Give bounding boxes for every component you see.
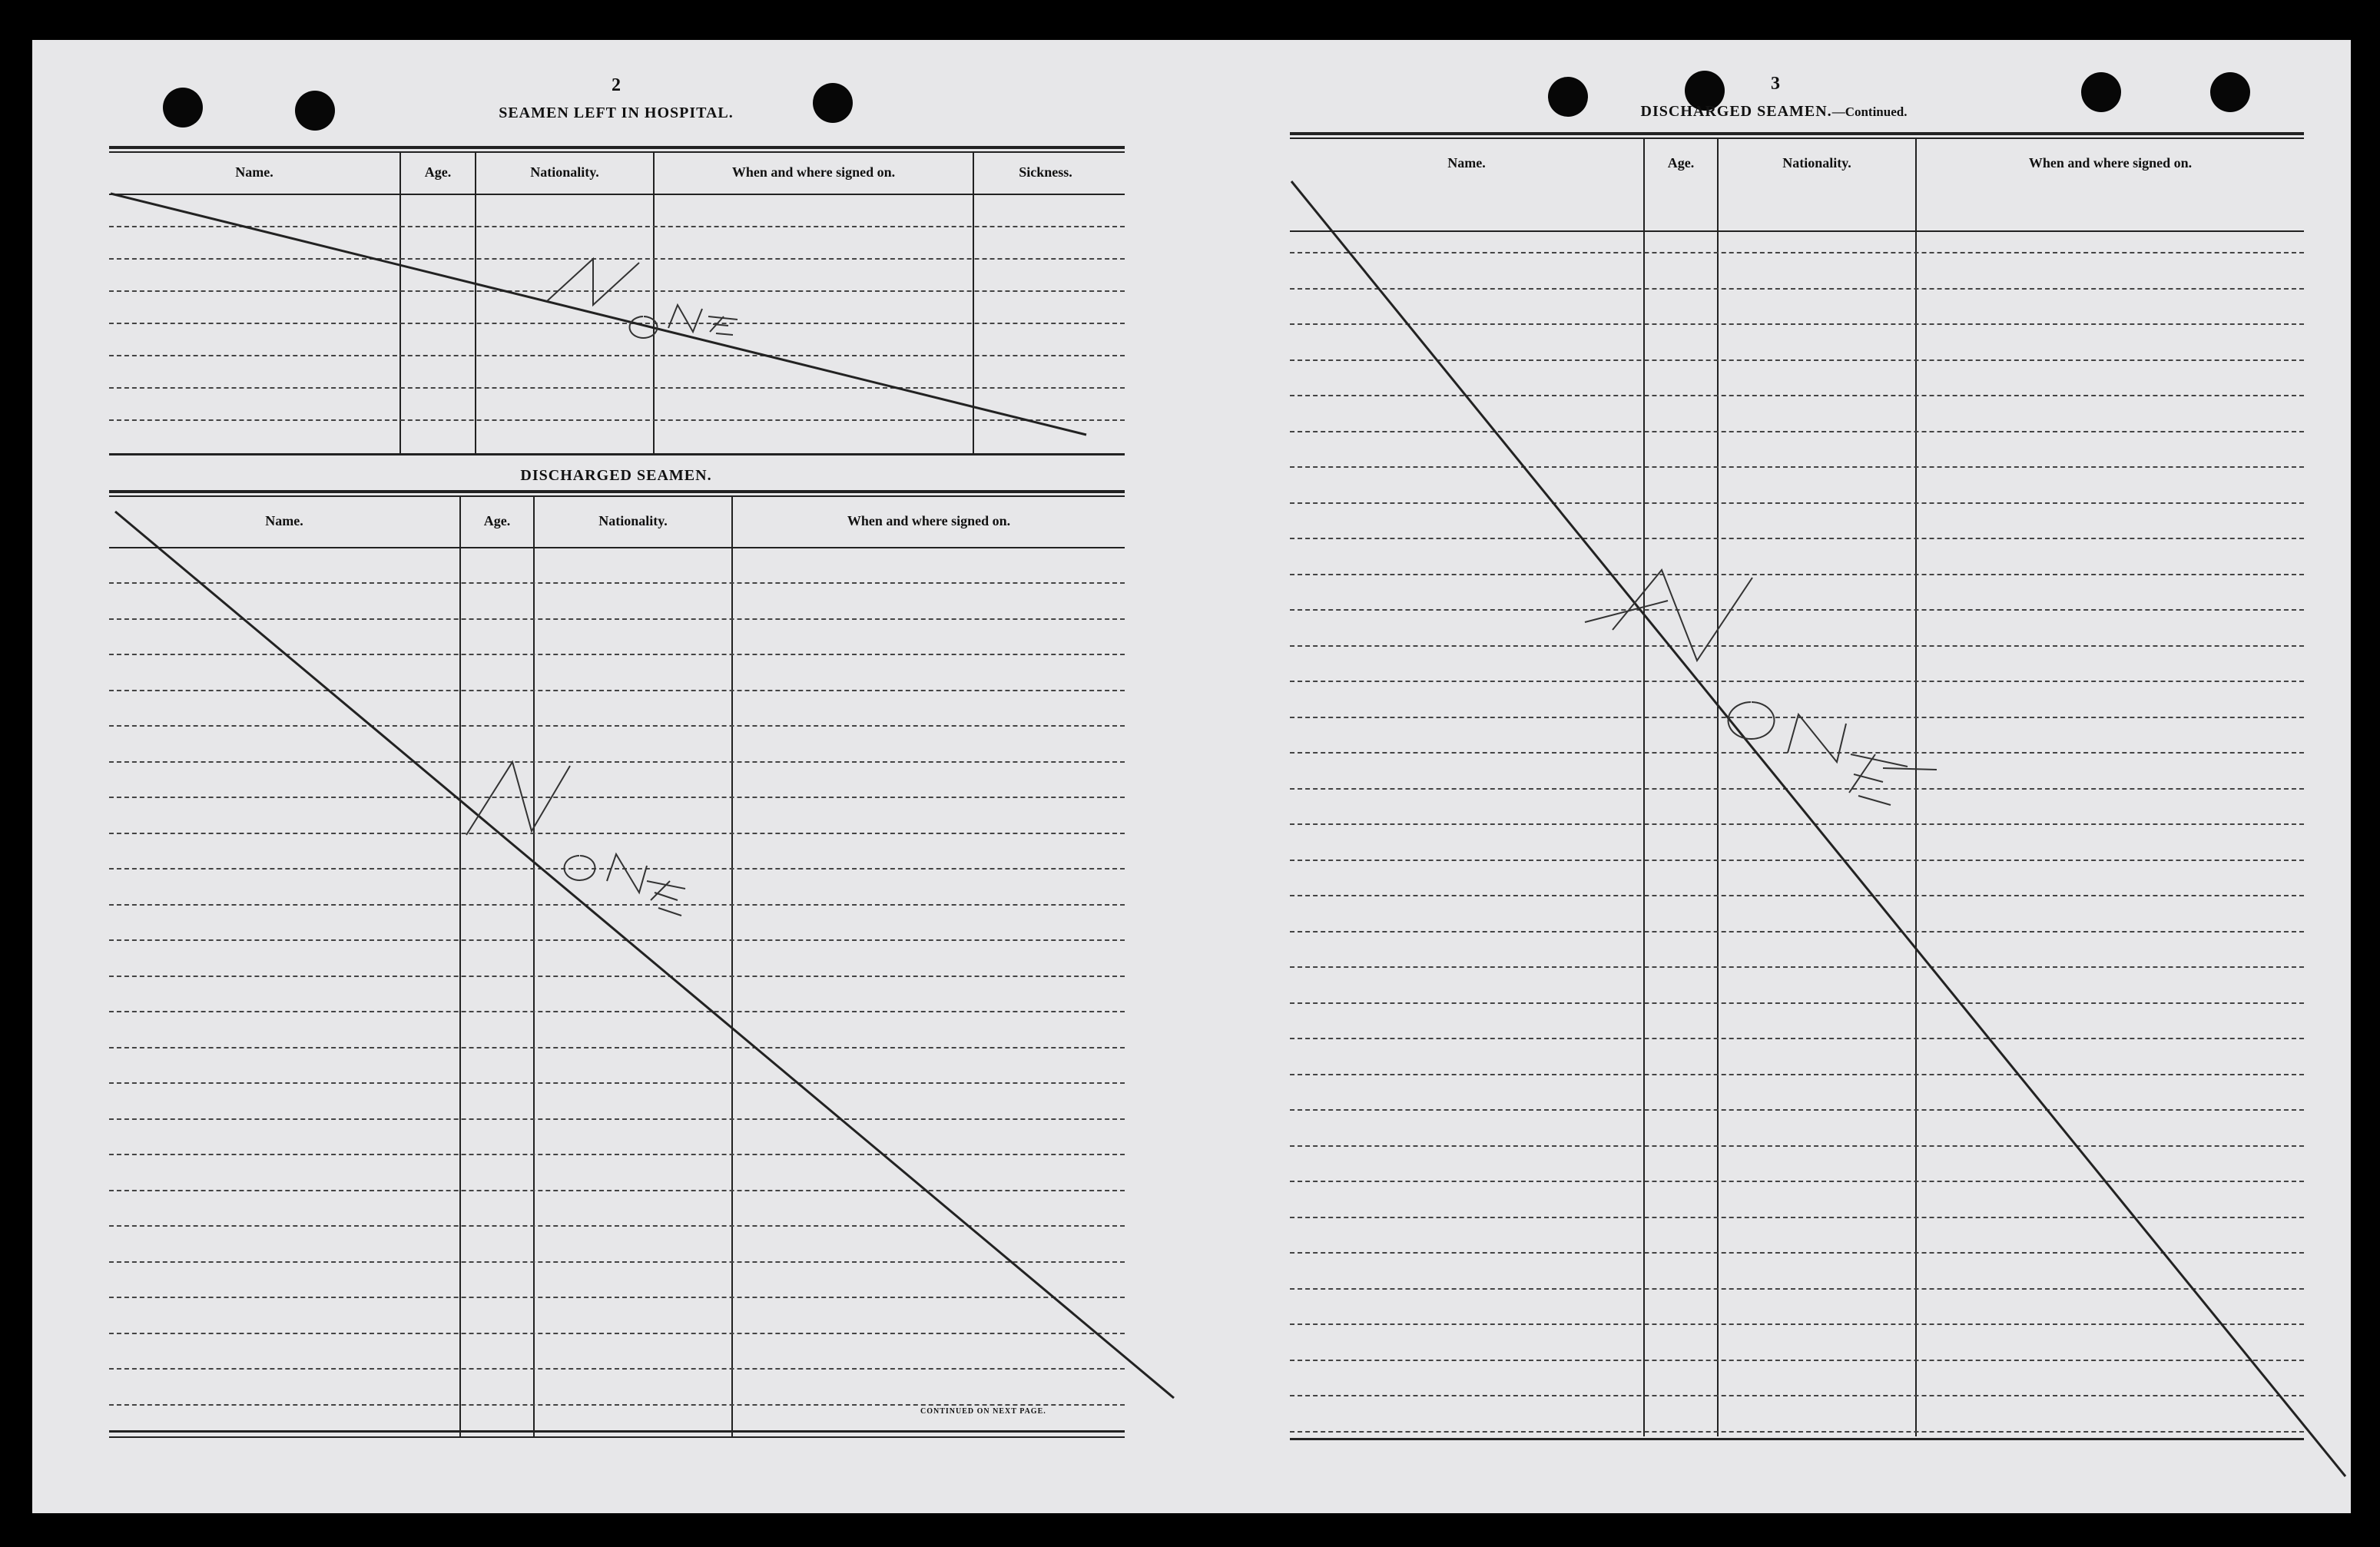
column-header-nationality: Nationality. xyxy=(598,513,668,528)
column-header-age: Age. xyxy=(424,164,452,180)
strike-through-marks xyxy=(1192,40,2351,1513)
page-number: 2 xyxy=(612,75,621,95)
column-header-age: Age. xyxy=(483,513,511,528)
right-page xyxy=(1192,40,2351,1513)
page-number: 3 xyxy=(1771,74,1780,94)
column-header-signed-on: When and where signed on. xyxy=(731,164,896,180)
hospital-section-title: SEAMEN LEFT IN HOSPITAL. xyxy=(499,104,734,121)
discharged-none-handwriting xyxy=(466,762,685,916)
discharged-section-title: DISCHARGED SEAMEN. xyxy=(520,467,712,484)
column-header-sickness: Sickness. xyxy=(1019,164,1072,180)
strike-through-marks xyxy=(32,40,1192,1513)
continued-note: CONTINUED ON NEXT PAGE. xyxy=(920,1407,1046,1416)
continued-suffix: —Continued. xyxy=(1831,104,1908,119)
discharged-strike-line xyxy=(1291,181,2345,1476)
column-header-name: Name. xyxy=(235,164,273,180)
column-header-signed-on: When and where signed on. xyxy=(2028,155,2193,171)
discharged-strike-line xyxy=(115,512,1174,1398)
hospital-strike-line xyxy=(111,194,1086,435)
document-paper xyxy=(32,40,2351,1513)
column-header-name: Name. xyxy=(265,513,303,528)
column-header-nationality: Nationality. xyxy=(1782,155,1851,171)
discharged-title-text: DISCHARGED SEAMEN. xyxy=(1640,103,1832,120)
column-header-age: Age. xyxy=(1667,155,1695,171)
column-header-signed-on: When and where signed on. xyxy=(847,513,1011,528)
left-page xyxy=(32,40,1192,1513)
column-header-name: Name. xyxy=(1447,155,1486,171)
column-header-nationality: Nationality. xyxy=(530,164,599,180)
